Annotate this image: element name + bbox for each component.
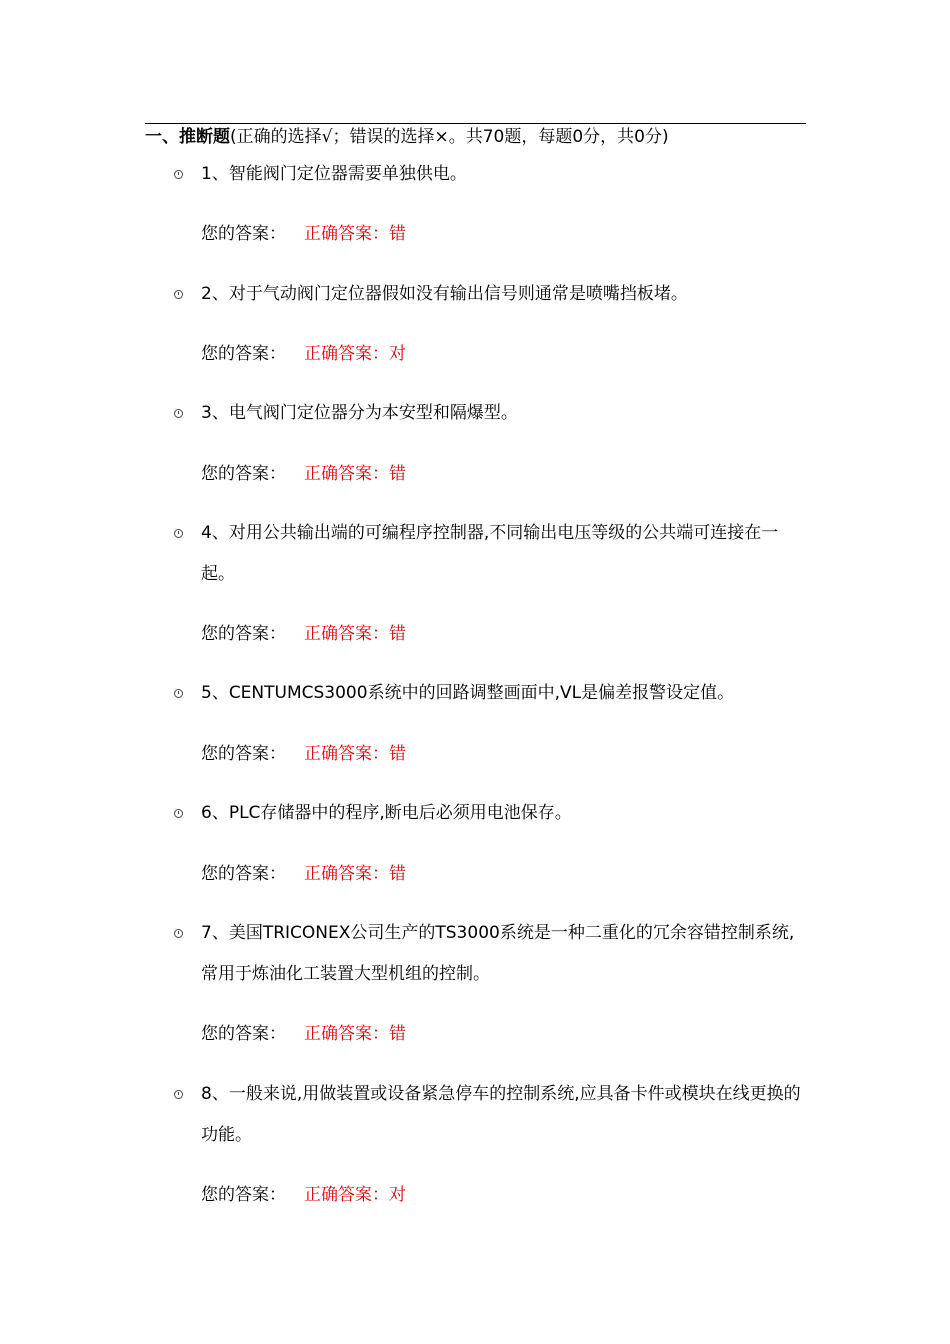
question-text: 6、PLC存储器中的程序,断电后必须用电池保存。: [201, 803, 572, 823]
section-title-bold: 一、推断题: [145, 127, 230, 147]
correct-answer-value: 错: [389, 744, 406, 764]
radio-icon[interactable]: [174, 689, 183, 698]
correct-answer-label: 正确答案：错: [304, 1024, 406, 1044]
answer-line: [201, 223, 406, 245]
correct-answer-value: 对: [389, 344, 406, 364]
header-rule: [145, 123, 806, 124]
correct-answer-label: 正确答案：对: [304, 344, 406, 364]
answer-line: [201, 1184, 406, 1206]
correct-answer-label: 正确答案：错: [304, 224, 406, 244]
radio-icon[interactable]: [174, 409, 183, 418]
correct-answer-value: 错: [389, 224, 406, 244]
your-answer-label: 您的答案：: [201, 464, 286, 484]
question-text: 1、智能阀门定位器需要单独供电。: [201, 164, 467, 184]
your-answer-label: 您的答案：: [201, 624, 286, 644]
your-answer-label: 您的答案：: [201, 1185, 286, 1205]
your-answer-label: 您的答案：: [201, 744, 286, 764]
your-answer-label: 您的答案：: [201, 864, 286, 884]
radio-icon[interactable]: [174, 529, 183, 538]
answer-line: [201, 343, 406, 365]
answer-line: [201, 863, 406, 885]
your-answer-label: 您的答案：: [201, 224, 286, 244]
correct-answer-label: 正确答案：对: [304, 1185, 406, 1205]
correct-answer-value: 错: [389, 464, 406, 484]
your-answer-label: 您的答案：: [201, 1024, 286, 1044]
radio-icon[interactable]: [174, 1090, 183, 1099]
question-text: 4、对用公共输出端的可编程序控制器,不同输出电压等级的公共端可连接在一起。: [201, 523, 779, 584]
question-text: 8、一般来说,用做装置或设备紧急停车的控制系统,应具备卡件或模块在线更换的功能。: [201, 1084, 801, 1145]
correct-answer-label: 正确答案：错: [304, 744, 406, 764]
section-title-rest: (正确的选择√；错误的选择×。共70题，每题0分，共0分): [230, 127, 669, 147]
radio-icon[interactable]: [174, 290, 183, 299]
correct-answer-value: 错: [389, 624, 406, 644]
answer-line: [201, 743, 406, 765]
radio-icon[interactable]: [174, 929, 183, 938]
radio-icon[interactable]: [174, 809, 183, 818]
your-answer-label: 您的答案：: [201, 344, 286, 364]
correct-answer-value: 错: [389, 1024, 406, 1044]
section-title: [145, 126, 825, 148]
correct-answer-label: 正确答案：错: [304, 464, 406, 484]
answer-line: [201, 623, 406, 645]
question-text: 7、美国TRICONEX公司生产的TS3000系统是一种二重化的冗余容错控制系统,常用于炼油化工装置大型机组的控制。: [201, 923, 795, 984]
correct-answer-value: 错: [389, 864, 406, 884]
question-text: 3、电气阀门定位器分为本安型和隔爆型。: [201, 403, 518, 423]
answer-line: [201, 463, 406, 485]
radio-icon[interactable]: [174, 170, 183, 179]
correct-answer-value: 对: [389, 1185, 406, 1205]
correct-answer-label: 正确答案：错: [304, 624, 406, 644]
answer-line: [201, 1023, 406, 1045]
correct-answer-label: 正确答案：错: [304, 864, 406, 884]
question-text: 5、CENTUMCS3000系统中的回路调整画面中,VL是偏差报警设定值。: [201, 683, 735, 703]
question-text: 2、对于气动阀门定位器假如没有输出信号则通常是喷嘴挡板堵。: [201, 284, 688, 304]
